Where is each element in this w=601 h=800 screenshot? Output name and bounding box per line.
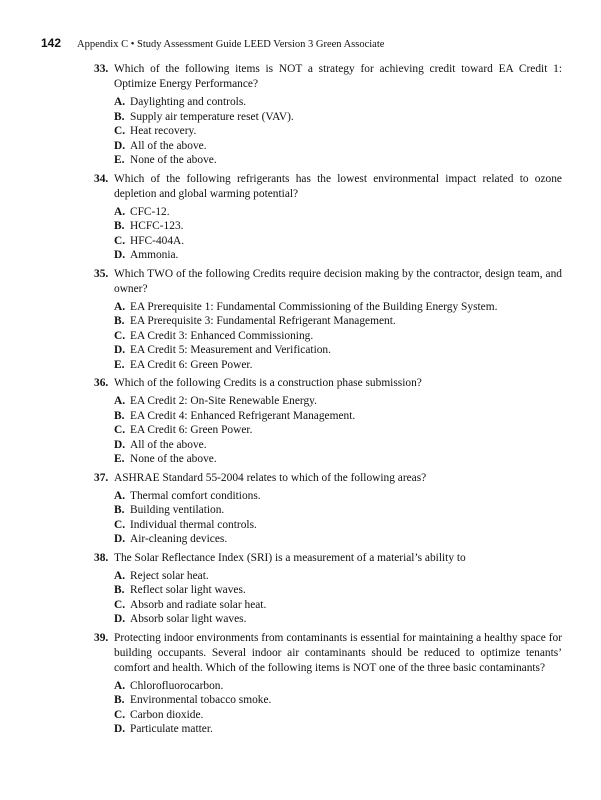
option-letter: C. [114,329,126,342]
option-letter: A. [114,679,126,692]
answer-option [114,612,562,627]
answer-option [114,532,562,547]
page-number: 142 [41,36,62,50]
answer-option [114,569,562,584]
question-text: Protecting indoor environments from contaminants is essential for maintaining a healthy space for building occupants. Several indoor air contaminants should be reduced to optimize tenants’ comfort and health. Which of the following items is NOT one of the three basic contaminants? [114,631,562,674]
option-letter: B. [114,504,125,516]
answer-option [114,153,562,168]
option-text: Absorb and radiate solar heat. [130,598,267,611]
question [94,62,562,168]
option-text: EA Credit 2: On-Site Renewable Energy. [130,395,317,407]
option-text: Chlorofluorocarbon. [130,679,224,692]
option-text: HCFC-123. [130,220,184,232]
option-letter: C. [114,708,126,721]
option-letter: D. [114,723,126,735]
option-letter: A. [114,300,126,313]
question-text: The Solar Reflectance Index (SRI) is a measurement of a material’s ability to [114,551,466,564]
question [94,267,562,373]
option-text: Air-cleaning devices. [130,533,228,545]
question-number: 38. [94,551,109,564]
option-text: EA Prerequisite 1: Fundamental Commissioning of the Building Energy System. [130,300,498,313]
question [94,172,562,263]
option-text: Thermal comfort conditions. [130,489,261,502]
answer-options [94,569,562,627]
question-number: 36. [94,377,109,389]
option-letter: C. [114,598,126,611]
option-letter: A. [114,205,126,218]
option-letter: D. [114,344,126,356]
answer-option [114,219,562,234]
answer-option [114,722,562,737]
answer-option [114,300,562,315]
answer-option [114,583,562,598]
answer-option [114,693,562,708]
option-letter: E. [114,154,125,166]
question-number: 35. [94,267,109,280]
answer-option [114,95,562,110]
answer-option [114,409,562,424]
option-letter: A. [114,395,126,407]
option-text: EA Credit 5: Measurement and Verification. [130,344,331,356]
option-text: EA Prerequisite 3: Fundamental Refrigerant Management. [130,315,396,327]
option-text: Heat recovery. [130,125,197,137]
option-letter: B. [114,694,125,706]
question [94,471,562,547]
question-number: 34. [94,172,109,185]
option-text: Daylighting and controls. [130,96,247,108]
answer-option [114,248,562,263]
answer-option [114,679,562,694]
option-text: CFC-12. [130,205,170,218]
option-text: Supply air temperature reset (VAV). [130,110,294,123]
question-stem [94,551,562,566]
question-number: 33. [94,63,109,75]
answer-option [114,598,562,613]
option-letter: C. [114,518,126,531]
option-letter: A. [114,96,126,108]
question [94,376,562,467]
answer-option [114,139,562,154]
option-letter: E. [114,453,125,465]
question-stem [94,267,562,297]
answer-option [114,234,562,249]
answer-option [114,110,562,125]
option-letter: A. [114,489,126,502]
question-list [94,62,562,741]
answer-option [114,452,562,467]
option-text: Carbon dioxide. [130,708,204,721]
answer-option [114,314,562,329]
option-text: Absorb solar light waves. [130,613,247,625]
answer-options [94,489,562,547]
answer-option [114,423,562,438]
question-text: Which TWO of the following Credits require decision making by the contractor, design team, and owner? [114,267,562,295]
running-head-title: Appendix C • Study Assessment Guide LEED Version 3 Green Associate [77,39,385,50]
option-text: HFC-404A. [130,234,185,247]
running-head [41,36,581,50]
answer-option [114,329,562,344]
option-letter: B. [114,409,125,422]
question-stem [94,471,562,486]
question-stem [94,631,562,676]
answer-option [114,358,562,373]
option-text: Building ventilation. [130,504,225,516]
question [94,551,562,627]
answer-options [94,300,562,373]
option-letter: D. [114,249,126,261]
option-letter: B. [114,315,125,327]
option-letter: B. [114,584,125,596]
question-text: ASHRAE Standard 55-2004 relates to which of the following areas? [114,471,427,484]
option-text: EA Credit 4: Enhanced Refrigerant Management. [130,409,356,422]
option-text: All of the above. [130,139,207,152]
option-letter: D. [114,139,126,152]
option-text: Environmental tobacco smoke. [130,694,272,706]
answer-options [94,95,562,168]
answer-option [114,503,562,518]
option-text: Particulate matter. [130,723,213,735]
answer-options [94,394,562,467]
answer-option [114,708,562,723]
option-text: EA Credit 6: Green Power. [130,424,253,436]
option-text: Ammonia. [130,249,179,261]
answer-option [114,518,562,533]
option-text: None of the above. [130,154,217,166]
option-text: EA Credit 6: Green Power. [130,358,253,371]
option-text: EA Credit 3: Enhanced Commissioning. [130,329,314,342]
option-text: Reflect solar light waves. [130,584,246,596]
option-letter: B. [114,110,125,123]
option-text: Reject solar heat. [130,569,209,582]
option-letter: A. [114,569,126,582]
question-text: Which of the following refrigerants has the lowest environmental impact related to ozone depletion and global warming potential? [114,172,562,200]
answer-option [114,205,562,220]
option-letter: C. [114,424,126,436]
question-text: Which of the following Credits is a construction phase submission? [114,377,422,389]
question-stem [94,172,562,202]
question-stem [94,376,562,391]
option-letter: C. [114,234,126,247]
answer-options [94,679,562,737]
option-letter: B. [114,220,125,232]
question [94,631,562,737]
answer-option [114,343,562,358]
option-letter: C. [114,125,126,137]
option-text: Individual thermal controls. [130,518,257,531]
option-letter: D. [114,533,126,545]
option-letter: D. [114,438,126,451]
answer-option [114,438,562,453]
option-letter: E. [114,358,125,371]
question-text: Which of the following items is NOT a strategy for achieving credit toward EA Credit 1: Optimize Energy Performance? [114,63,562,90]
answer-option [114,489,562,504]
question-number: 39. [94,631,109,644]
question-stem [94,62,562,92]
option-letter: D. [114,613,126,625]
answer-option [114,394,562,409]
option-text: All of the above. [130,438,207,451]
answer-option [114,124,562,139]
question-number: 37. [94,471,109,484]
answer-options [94,205,562,263]
option-text: None of the above. [130,453,217,465]
